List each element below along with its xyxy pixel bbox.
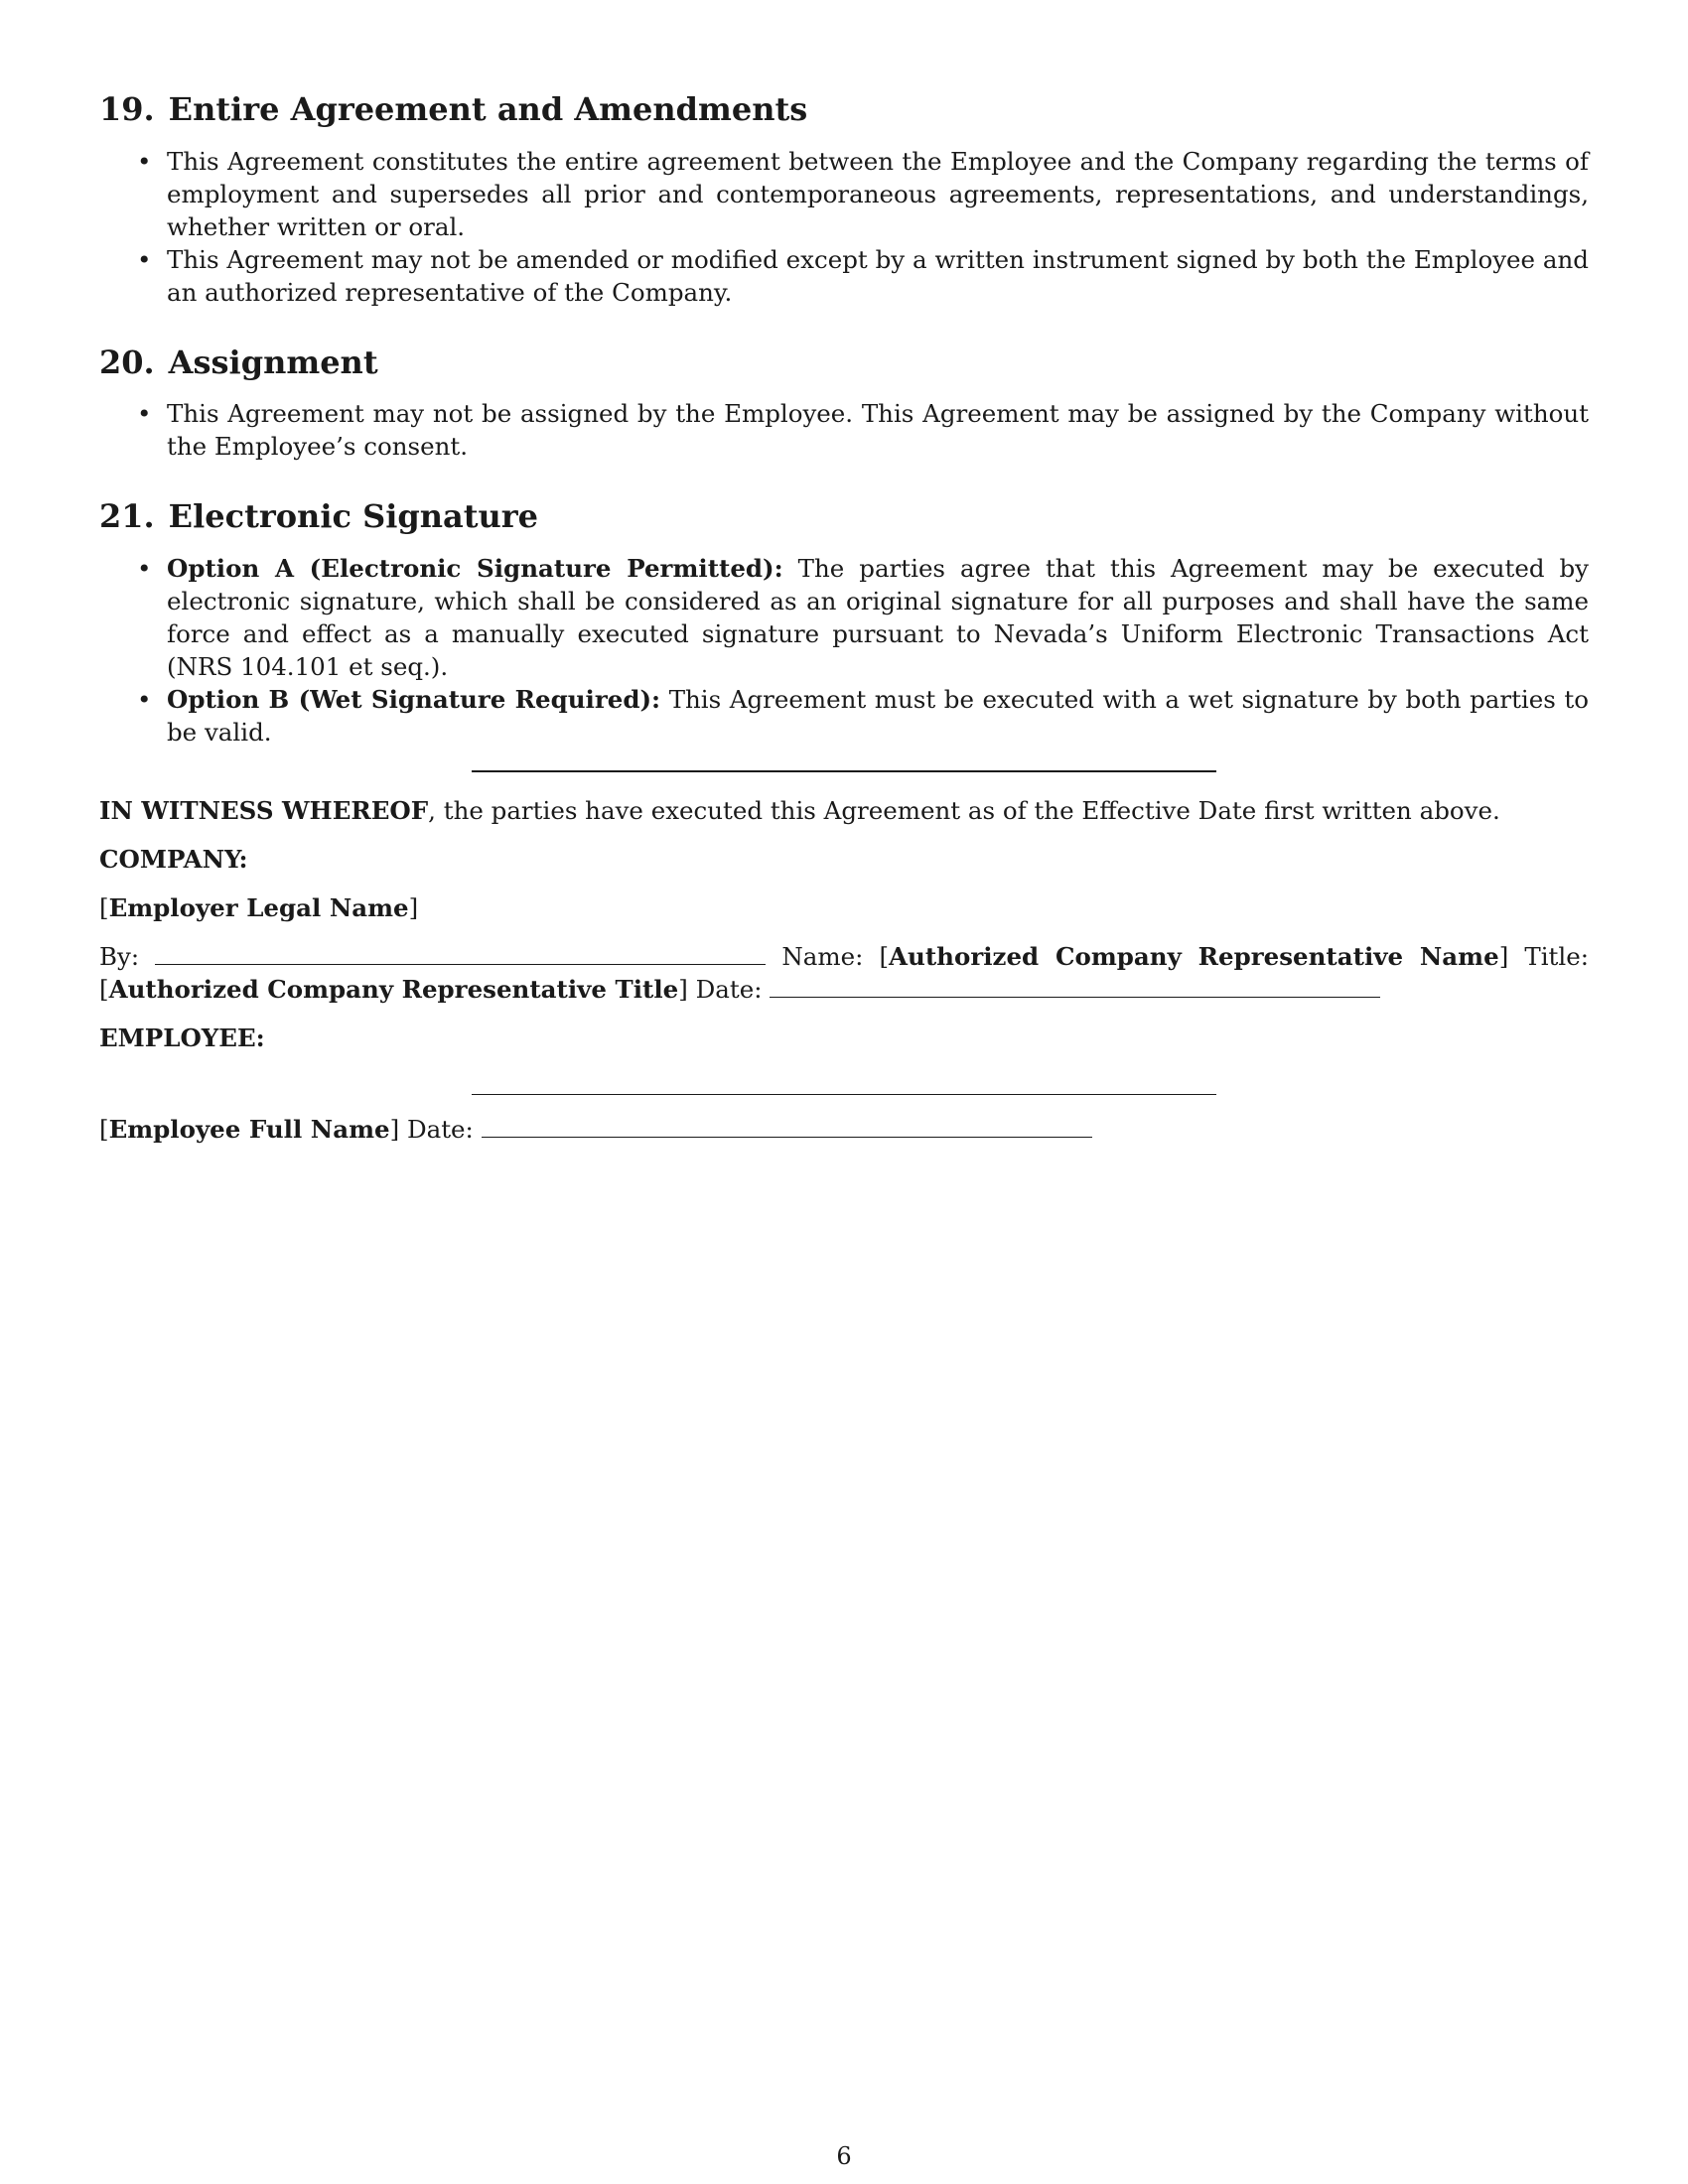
employee-signature-line[interactable]: [472, 1094, 1216, 1095]
page-number: 6: [836, 2142, 852, 2170]
employee-heading: EMPLOYEE:: [99, 1023, 265, 1052]
section-heading: 20. Assignment: [99, 342, 378, 381]
section-heading: 19. Entire Agreement and Amendments: [99, 90, 808, 128]
section-19: [99, 89, 1589, 309]
company-signature-block: By: Name: [Authorized Company Representative Name] Title: [Authorized Company Representative Title] Date:: [99, 941, 1589, 1004]
list-item: • This Agreement constitutes the entire agreement between the Employee and the Company regarding the terms of employment and supersedes all prior and contemporaneous agreements, representations, and understandings, whether written or oral.: [167, 145, 1589, 243]
employer-name: [Employer Legal Name]: [99, 892, 419, 922]
separator-rule: [472, 770, 1216, 772]
bullet-list: [99, 145, 1589, 309]
section-20: [99, 342, 1589, 464]
company-date-line[interactable]: [770, 975, 1380, 998]
employee-name-placeholder: Employee Full Name: [108, 1114, 390, 1144]
section-21: [99, 496, 1589, 749]
list-item: • This Agreement may not be amended or modified except by a written instrument signed by both the Employee and an authorized representative of the Company.: [167, 243, 1589, 309]
list-item: • This Agreement may not be assigned by the Employee. This Agreement may be assigned by the Company without the Employee’s consent.: [167, 397, 1589, 463]
list-item: • Option A (Electronic Signature Permitted): The parties agree that this Agreement may be executed by electronic signature, which shall be considered as an original signature for all purposes and shall have the same force and effect as a manually executed signature pursuant to Nevada’s Uniform Electronic Transactions Act (NRS 104.101 et seq.).: [167, 552, 1589, 683]
witness-statement: IN WITNESS WHEREOF, the parties have executed this Agreement as of the Effective Date first written above.: [99, 795, 1500, 825]
employee-date-line[interactable]: [482, 1115, 1092, 1138]
bullet-list: [99, 552, 1589, 749]
section-heading: 21. Electronic Signature: [99, 497, 538, 536]
option-label: Option A (Electronic Signature Permitted):: [167, 553, 783, 583]
company-signature-line[interactable]: [155, 942, 766, 965]
rep-name-placeholder: Authorized Company Representative Name: [889, 941, 1499, 971]
company-heading: COMPANY:: [99, 844, 248, 874]
list-item: • Option B (Wet Signature Required): This Agreement must be executed with a wet signature by both parties to be valid.: [167, 683, 1589, 749]
document-page: [99, 89, 1589, 1146]
bullet-list: [99, 397, 1589, 463]
rep-title-placeholder: Authorized Company Representative Title: [108, 974, 679, 1004]
option-label: Option B (Wet Signature Required):: [167, 684, 661, 714]
employee-signature-block: [Employee Full Name] Date:: [99, 1113, 1589, 1146]
